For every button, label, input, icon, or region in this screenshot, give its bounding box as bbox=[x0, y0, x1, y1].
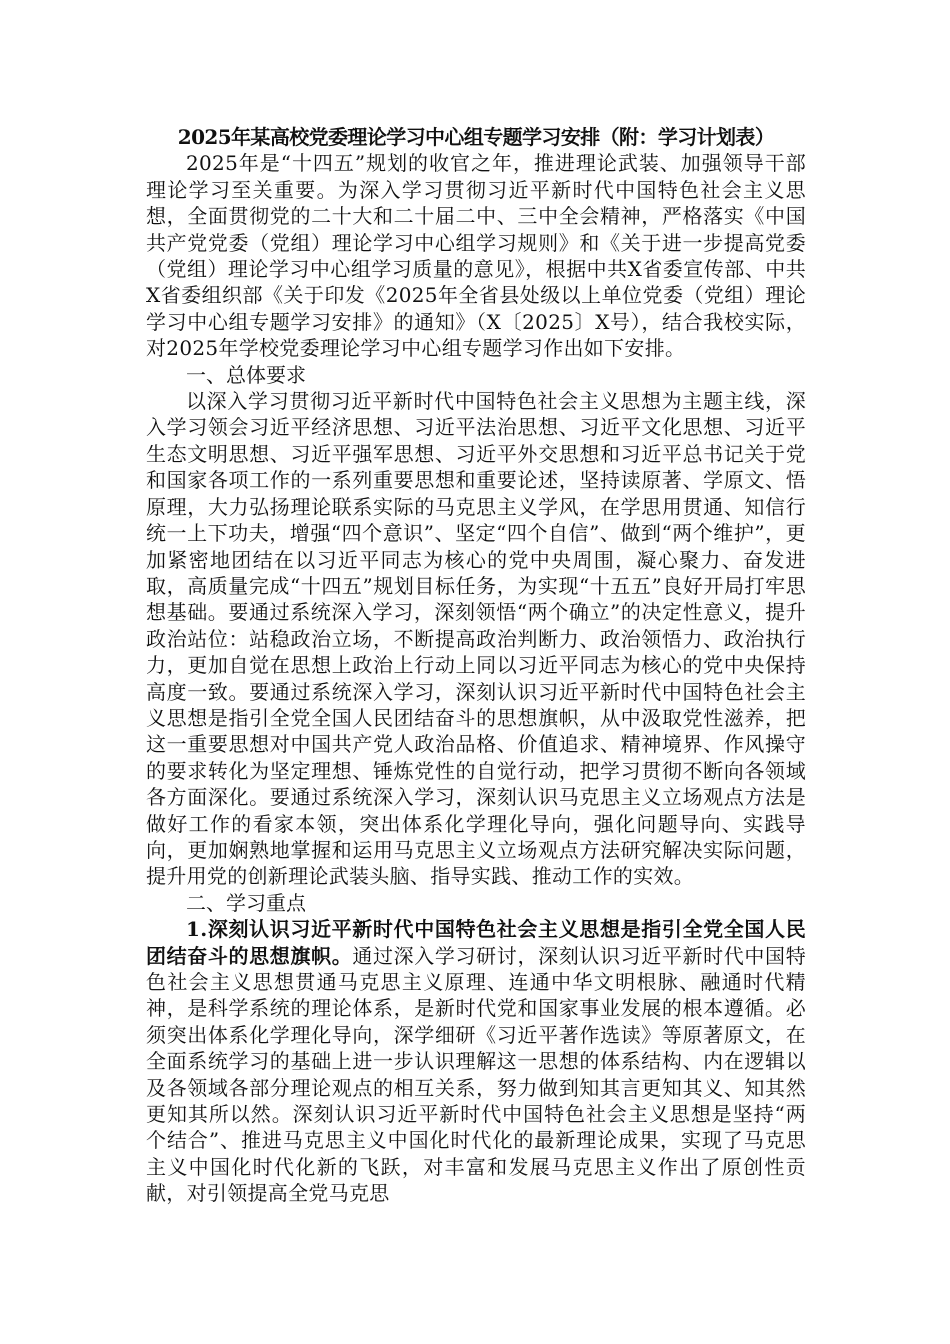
document-title: 2025年某高校党委理论学习中心组专题学习安排（附：学习计划表） bbox=[177, 125, 775, 149]
general-requirements-paragraph: 以深入学习贯彻习近平新时代中国特色社会主义思想为主题主线，深入学习领会习近平经济思想、习近平法治思想、习近平文化思想、习近平生态文明思想、习近平强军思想、习近平外交思想和习近平总书记关于党和国家各项工作的一系列重要思想和重要论述，坚持读原著、学原文、悟原理，大力弘扬理论联系实际的马克思主义学风，在学思用贯通、知信行统一上下功夫，增强“四个意识”、坚定“四个自信”、做到“两个维护”，更加紧密地团结在以习近平同志为核心的党中央周围，凝心聚力、奋发进取，高质量完成“十四五”规划目标任务，为实现“十五五”良好开局打牢思想基础。要通过系统深入学习，深刻领悟“两个确立”的决定性意义，提升政治站位：站稳政治立场，不断提高政治判断力、政治领悟力、政治执行力，更加自觉在思想上政治上行动上同以习近平同志为核心的党中央保持高度一致。要通过系统深入学习，深刻认识习近平新时代中国特色社会主义思想是指引全党全国人民团结奋斗的思想旗帜，从中汲取党性滋养，把这一重要思想对中国共产党人政治品格、价值追求、精神境界、作风操守的要求转化为坚定理想、锤炼党性的自觉行动，把学习贯彻不断向各领域各方面深化。要通过系统深入学习，深刻认识马克思主义立场观点方法是做好工作的看家本领，突出体系化学理化导向，强化问题导向、实践导向，更加娴熟地掌握和运用马克思主义立场观点方法研究解决实际问题，提升用党的创新理论武装头脑、指导实践、推动工作的实效。 bbox=[146, 389, 806, 889]
study-point-1-paragraph bbox=[146, 916, 806, 1206]
intro-paragraph: 2025年是“十四五”规划的收官之年，推进理论武装、加强领导干部理论学习至关重要。为深入学习贯彻习近平新时代中国特色社会主义思想，全面贯彻党的二十大和二十届二中、三中全会精神，严格落实《中国共产党党委（党组）理论学习中心组学习规则》和《关于进一步提高党委（党组）理论学习中心组学习质量的意见》，根据中共X省委宣传部、中共X省委组织部《关于印发《2025年全省县处级以上单位党委（党组）理论学习中心组专题学习安排》的通知》（X〔2025〕X号），结合我校实际，对2025年学校党委理论学习中心组专题学习作出如下安排。 bbox=[146, 151, 806, 361]
study-point-1-body: 通过深入学习研讨，深刻认识习近平新时代中国特色社会主义思想贯通马克思主义原理、连通中华文明根脉、融通时代精神，是科学系统的理论体系，是新时代党和国家事业发展的根本遵循。必须突出体系化学理化导向，深学细研《习近平著作选读》等原著原文，在全面系统学习的基础上进一步认识理解这一思想的体系结构、内在逻辑以及各领域各部分理论观点的相互关系，努力做到知其言更知其义、知其然更知其所以然。深刻认识习近平新时代中国特色社会主义思想是坚持“两个结合”、推进马克思主义中国化时代化的最新理论成果，实现了马克思主义中国化时代化新的飞跃，对丰富和发展马克思主义作出了原创性贡献，对引领提高全党马克思 bbox=[146, 943, 806, 1206]
document-body bbox=[146, 124, 806, 1207]
section-heading-general-requirements: 一、总体要求 bbox=[186, 362, 306, 387]
study-point-1-heading: 1.深刻认识习近平新时代中国特色社会主义思想是指引全党全国人民团结奋斗的思想旗帜。 bbox=[146, 917, 806, 968]
section-heading-study-focus: 二、学习重点 bbox=[186, 890, 306, 915]
